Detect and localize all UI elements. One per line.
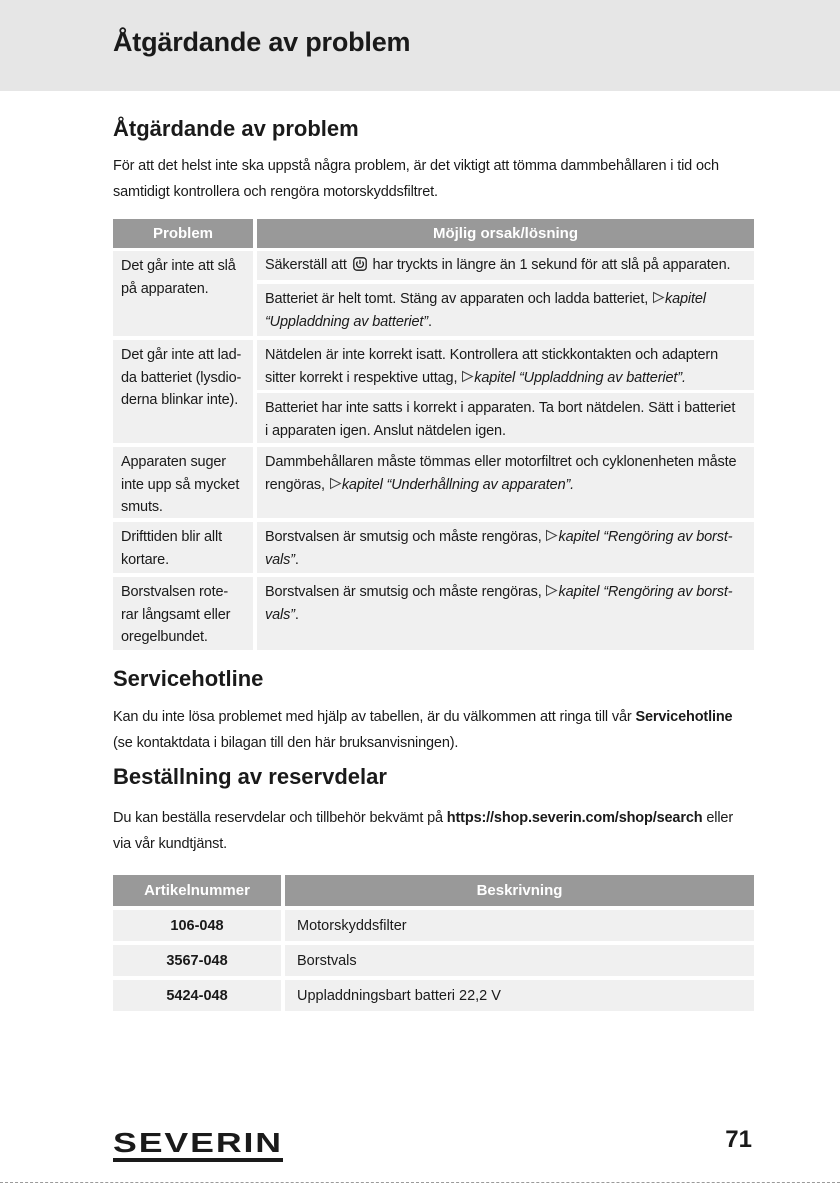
- intro-line: För att det helst inte ska uppstå några problem, är det viktigt att tömma dammbehållaren i tid och: [113, 158, 719, 174]
- solution-line: vals”.: [265, 606, 299, 623]
- problem-table-header: [113, 219, 754, 248]
- solution-cell: Nätdelen är inte korrekt isatt. Kontrollera att stickkontakten och adaptern sitter korrekt i respektive uttag, kapitel “Uppladdning av batteriet”.: [257, 340, 754, 390]
- bottom-divider: [0, 1182, 840, 1183]
- problem-cell: Borstvalsen rote- rar långsamt eller oregelbundet.: [113, 577, 253, 650]
- problem-cell: Drifttiden blir allt kortare.: [113, 522, 253, 573]
- solution-line: sitter korrekt i respektive uttag, kapitel “Uppladdning av batteriet”.: [265, 369, 686, 386]
- solution-line: Borstvalsen är smutsig och måste rengöras, kapitel “Rengöring av borst-: [265, 529, 733, 545]
- section-heading-service: Servicehotline: [113, 666, 264, 691]
- col-header-problem: Problem: [113, 219, 253, 248]
- service-paragraph: [113, 704, 773, 756]
- solution-cell: [257, 577, 754, 650]
- triangle-arrow-icon: [545, 529, 558, 542]
- solution-cell: Säkerställ att har tryckts in längre än 1 sekund för att slå på apparaten.: [257, 251, 754, 280]
- table-row: [113, 945, 754, 976]
- solution-line: Borstvalsen är smutsig och måste rengöras, kapitel “Rengöring av borst-: [265, 584, 733, 600]
- solution-line: rengöras, kapitel “Underhållning av apparaten”.: [265, 476, 575, 493]
- triangle-arrow-icon: [545, 584, 558, 597]
- triangle-arrow-icon: [652, 291, 665, 304]
- shop-link[interactable]: https://shop.severin.com/shop/search: [446, 810, 703, 826]
- parts-line: Du kan beställa reservdelar och tillbehör bekvämt på https://shop.severin.com/shop/search eller: [113, 810, 734, 826]
- article-number: 3567-048: [113, 945, 281, 976]
- section-heading-troubleshooting: Åtgärdande av problem: [113, 116, 359, 141]
- power-button-icon: [353, 257, 367, 271]
- intro-line: samtidigt kontrollera och rengöra motorskyddsfiltret.: [113, 184, 438, 200]
- col-header-article: Artikelnummer: [113, 875, 281, 906]
- solution-cell: Batteriet har inte satts i korrekt i apparaten. Ta bort nätdelen. Sätt i batteriet i apparaten igen. Anslut nätdelen igen.: [257, 393, 754, 443]
- article-number: 106-048: [113, 910, 281, 941]
- triangle-arrow-icon: [461, 370, 474, 383]
- article-description: Borstvals: [285, 945, 754, 976]
- solution-cell: [257, 522, 754, 573]
- solution-cell: Batteriet är helt tomt. Stäng av apparaten och ladda batteriet, kapitel “Uppladdning av batteriet”.: [257, 284, 754, 336]
- problem-cell: Det går inte att slå på apparaten.: [113, 251, 253, 336]
- table-row: [113, 522, 754, 573]
- col-header-description: Beskrivning: [285, 875, 754, 906]
- parts-table-header: [113, 875, 754, 906]
- triangle-arrow-icon: [329, 477, 342, 490]
- parts-line: via vår kundtjänst.: [113, 836, 228, 852]
- solution-line: vals”.: [265, 551, 299, 568]
- table-row: [113, 577, 754, 650]
- page-header-title: Åtgärdande av problem: [113, 27, 411, 57]
- section-heading-spare-parts: Beställning av reservdelar: [113, 764, 387, 789]
- problem-cell: Apparaten suger inte upp så mycket smuts.: [113, 447, 253, 518]
- article-description: Uppladdningsbart batteri 22,2 V: [285, 980, 754, 1011]
- page-number: 71: [725, 1126, 752, 1153]
- severin-logo: [113, 1128, 285, 1164]
- article-number: 5424-048: [113, 980, 281, 1011]
- service-line: (se kontaktdata i bilagan till den här bruksanvisningen).: [113, 735, 459, 751]
- table-row: [113, 910, 754, 941]
- table-row: [113, 447, 754, 518]
- service-line: Kan du inte lösa problemet med hjälp av tabellen, är du välkommen att ringa till vår Servicehotline: [113, 709, 733, 725]
- table-row: [113, 980, 754, 1011]
- problem-cell: Det går inte att lad- da batteriet (lysdio- derna blinkar inte).: [113, 340, 253, 443]
- problem-table: [113, 219, 754, 650]
- svg-text:SEVERIN: SEVERIN: [113, 1128, 283, 1158]
- table-row: [113, 340, 754, 443]
- article-description: Motorskyddsfilter: [285, 910, 754, 941]
- solution-cell: Dammbehållaren måste tömmas eller motorfiltret och cyklonenheten måste rengöras, kapitel “Underhållning av apparaten”.: [257, 447, 754, 518]
- table-row: [113, 251, 754, 336]
- parts-paragraph: [113, 805, 773, 857]
- intro-paragraph: [113, 153, 758, 205]
- col-header-solution: Möjlig orsak/lösning: [257, 219, 754, 248]
- parts-table: [113, 875, 754, 1011]
